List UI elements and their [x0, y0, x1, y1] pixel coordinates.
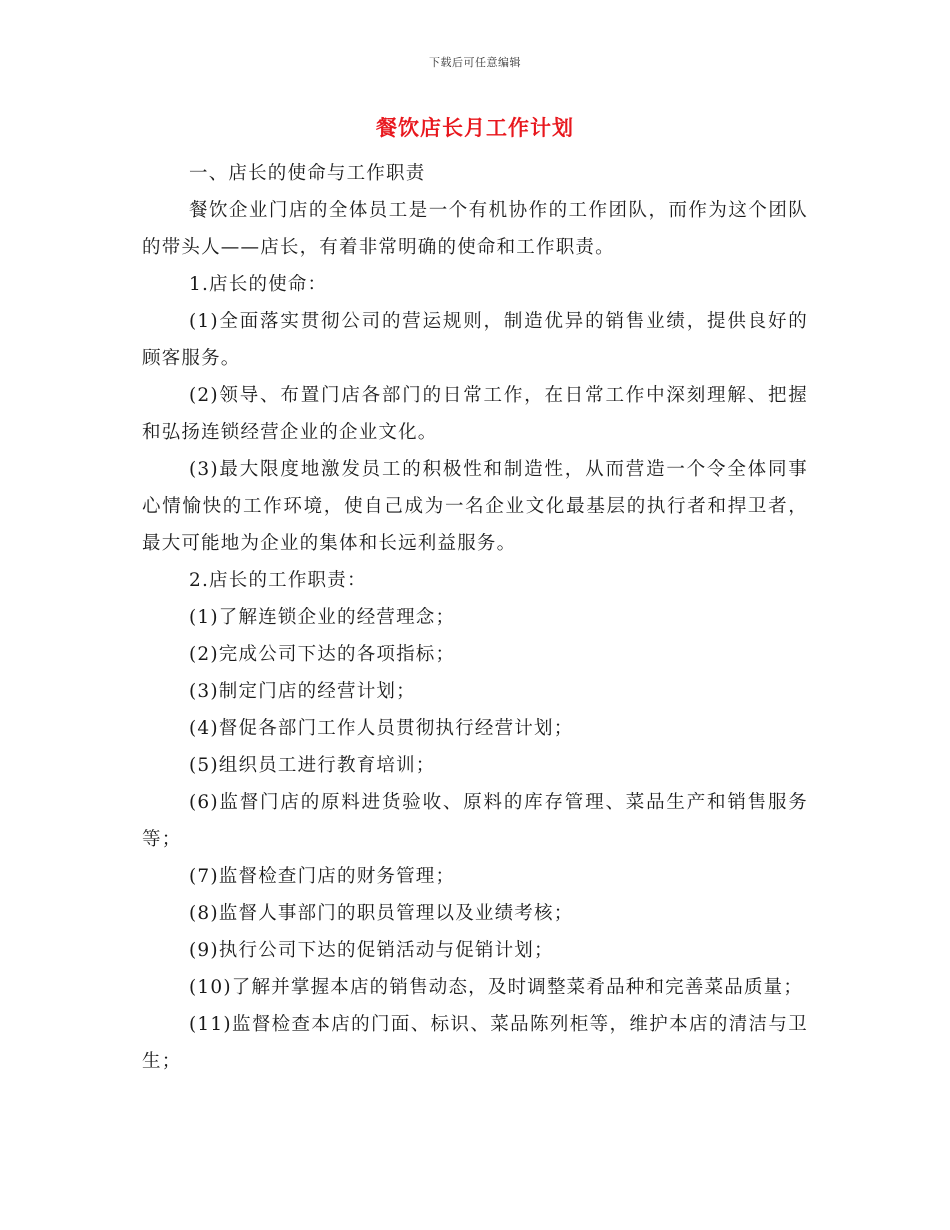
list-item: (10)了解并掌握本店的销售动态，及时调整菜肴品种和完善菜品质量；	[189, 977, 804, 998]
section-heading: 一、店长的使命与工作职责	[189, 163, 426, 184]
list-item: (4)督促各部门工作人员贯彻执行经营计划；	[189, 718, 574, 739]
list-item: (3)最大限度地激发员工的积极性和制造性，从而营造一个令全体同事心情愉快的工作环境，使自己成为一名企业文化最基层的执行者和捍卫者，最大可能地为企业的集体和长远利益服务。	[142, 459, 808, 554]
list-item: (11)监督检查本店的门面、标识、菜品陈列柜等，维护本店的清洁与卫生；	[142, 1014, 808, 1072]
list-item: (7)监督检查门店的财务管理；	[189, 866, 456, 887]
list-item: (2)完成公司下达的各项指标；	[189, 644, 456, 665]
list-item: (5)组织员工进行教育培训；	[189, 755, 436, 776]
list-item: (1)全面落实贯彻公司的营运规则，制造优异的销售业绩，提供良好的顾客服务。	[142, 311, 808, 369]
subsection-heading: 1.店长的使命：	[189, 274, 328, 295]
paragraph: 餐饮企业门店的全体员工是一个有机协作的工作团队，而作为这个团队的带头人——店长，有着非常明确的使命和工作职责。	[142, 200, 808, 258]
list-item: (2)领导、布置门店各部门的日常工作，在日常工作中深刻理解、把握和弘扬连锁经营企业的企业文化。	[142, 385, 808, 443]
document-title: 餐饮店长月工作计划	[376, 116, 574, 140]
list-item: (9)执行公司下达的促销活动与促销计划；	[189, 940, 554, 961]
list-item: (6)监督门店的原料进货验收、原料的库存管理、菜品生产和销售服务等；	[142, 792, 808, 850]
header-note: 下载后可任意编辑	[429, 56, 521, 69]
document-body	[142, 155, 808, 1080]
list-item: (3)制定门店的经营计划；	[189, 681, 416, 702]
list-item: (8)监督人事部门的职员管理以及业绩考核；	[189, 903, 574, 924]
subsection-heading: 2.店长的工作职责：	[189, 570, 367, 591]
list-item: (1)了解连锁企业的经营理念；	[189, 607, 456, 628]
